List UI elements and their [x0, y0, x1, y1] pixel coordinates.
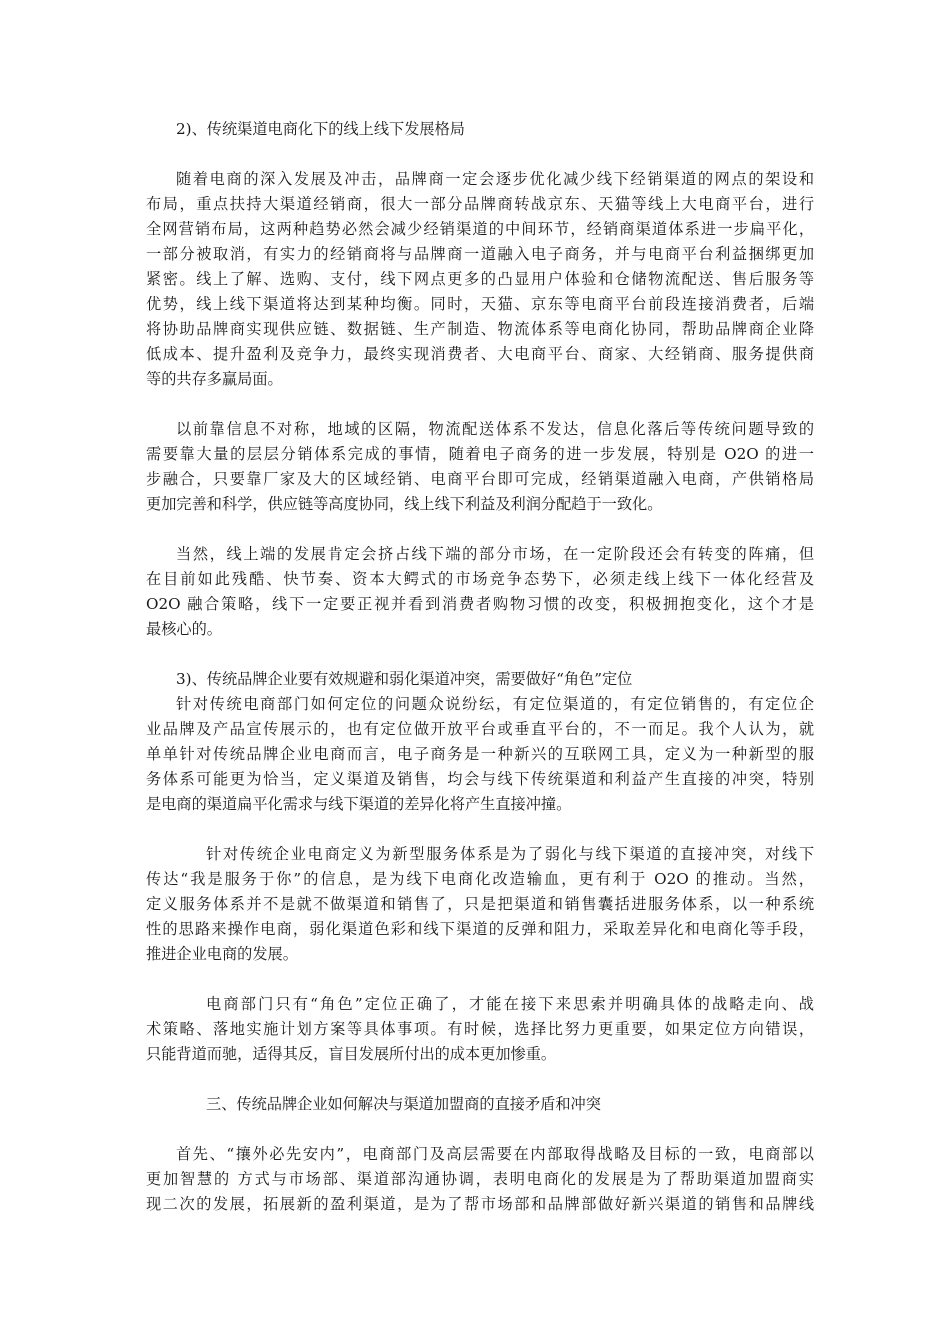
- paragraph-line: 紧密。线上了解、选购、支付，线下网点更多的凸显用户体验和仓储物流配送、售后服务等: [146, 270, 814, 288]
- paragraph-line: 只能背道而驰，适得其反，盲目发展所付出的成本更加惨重。: [146, 1045, 557, 1063]
- paragraph-line: 是电商的渠道扁平化需求与线下渠道的差异化将产生直接冲撞。: [146, 795, 572, 813]
- paragraph-line: 首先、“攘外必先安内”，电商部门及高层需要在内部取得战略及目标的一致，电商部以: [176, 1145, 814, 1163]
- paragraph-line: 单单针对传统品牌企业电商而言，电子商务是一种新兴的互联网工具，定义为一种新型的服: [146, 745, 814, 763]
- paragraph-line: 在目前如此残酷、快节奏、资本大鳄式的市场竞争态势下，必须走线上线下一体化经营及: [146, 570, 814, 588]
- paragraph-line: 最核心的。: [146, 620, 222, 638]
- section-heading-2: 2)、传统渠道电商化下的线上线下发展格局: [176, 120, 465, 138]
- paragraph-line: 业品牌及产品宣传展示的，也有定位做开放平台或垂直平台的，不一而足。我个人认为，就: [146, 720, 814, 738]
- paragraph-line: 更加智慧的 方式与市场部、渠道部沟通协调，表明电商化的发展是为了帮助渠道加盟商实: [146, 1170, 814, 1188]
- paragraph-line: 布局，重点扶持大渠道经销商，很大一部分品牌商转战京东、天猫等线上大电商平台，进行: [146, 195, 814, 213]
- paragraph-line: 更加完善和科学，供应链等高度协同，线上线下利益及利润分配趋于一致化。: [146, 495, 663, 513]
- paragraph-line: 随着电商的深入发展及冲击，品牌商一定会逐步优化减少线下经销渠道的网点的架设和: [176, 170, 814, 188]
- paragraph-line: O2O 融合策略，线下一定要正视并看到消费者购物习惯的改变，积极拥抱变化，这个才是: [146, 595, 814, 613]
- section-heading-3: 3)、传统品牌企业要有效规避和弱化渠道冲突，需要做好“角色”定位: [176, 670, 633, 688]
- section-heading-three: 三、传统品牌企业如何解决与渠道加盟商的直接矛盾和冲突: [206, 1095, 601, 1113]
- paragraph-line: 优势，线上线下渠道将达到某种均衡。同时，天猫、京东等电商平台前段连接消费者，后端: [146, 295, 814, 313]
- paragraph-line: 现二次的发展，拓展新的盈利渠道，是为了帮市场部和品牌部做好新兴渠道的销售和品牌线: [146, 1195, 814, 1213]
- paragraph-line: 电商部门只有“角色”定位正确了，才能在接下来思索并明确具体的战略走向、战: [206, 995, 814, 1013]
- paragraph-line: 全网营销布局，这两种趋势必然会减少经销渠道的中间环节，经销商渠道体系进一步扁平化，: [146, 220, 814, 238]
- paragraph-line: 步融合，只要靠厂家及大的区域经销、电商平台即可完成，经销渠道融入电商，产供销格局: [146, 470, 814, 488]
- paragraph-line: 需要靠大量的层层分销体系完成的事情，随着电子商务的进一步发展，特别是 O2O 的进一: [146, 445, 814, 463]
- paragraph-line: 等的共存多赢局面。: [146, 370, 283, 388]
- paragraph-line: 当然，线上端的发展肯定会挤占线下端的部分市场，在一定阶段还会有转变的阵痛，但: [176, 545, 814, 563]
- paragraph-line: 将协助品牌商实现供应链、数据链、生产制造、物流体系等电商化协同，帮助品牌商企业降: [146, 320, 814, 338]
- paragraph-line: 务体系可能更为恰当，定义渠道及销售，均会与线下传统渠道和利益产生直接的冲突，特别: [146, 770, 814, 788]
- paragraph-line: 针对传统电商部门如何定位的问题众说纷纭，有定位渠道的，有定位销售的，有定位企: [176, 695, 814, 713]
- paragraph-line: 针对传统企业电商定义为新型服务体系是为了弱化与线下渠道的直接冲突，对线下: [206, 845, 814, 863]
- paragraph-line: 一部分被取消，有实力的经销商将与品牌商一道融入电子商务，并与电商平台利益捆绑更加: [146, 245, 814, 263]
- paragraph-line: 以前靠信息不对称，地域的区隔，物流配送体系不发达，信息化落后等传统问题导致的: [176, 420, 814, 438]
- paragraph-line: 低成本、提升盈利及竞争力，最终实现消费者、大电商平台、商家、大经销商、服务提供商: [146, 345, 814, 363]
- paragraph-line: 传达“我是服务于你”的信息，是为线下电商化改造输血，更有利于 O2O 的推动。当然，: [146, 870, 814, 888]
- paragraph-line: 推进企业电商的发展。: [146, 945, 298, 963]
- paragraph-line: 性的思路来操作电商，弱化渠道色彩和线下渠道的反弹和阻力，采取差异化和电商化等手段，: [146, 920, 814, 938]
- paragraph-line: 定义服务体系并不是就不做渠道和销售了，只是把渠道和销售囊括进服务体系，以一种系统: [146, 895, 814, 913]
- paragraph-line: 术策略、落地实施计划方案等具体事项。有时候，选择比努力更重要，如果定位方向错误，: [146, 1020, 814, 1038]
